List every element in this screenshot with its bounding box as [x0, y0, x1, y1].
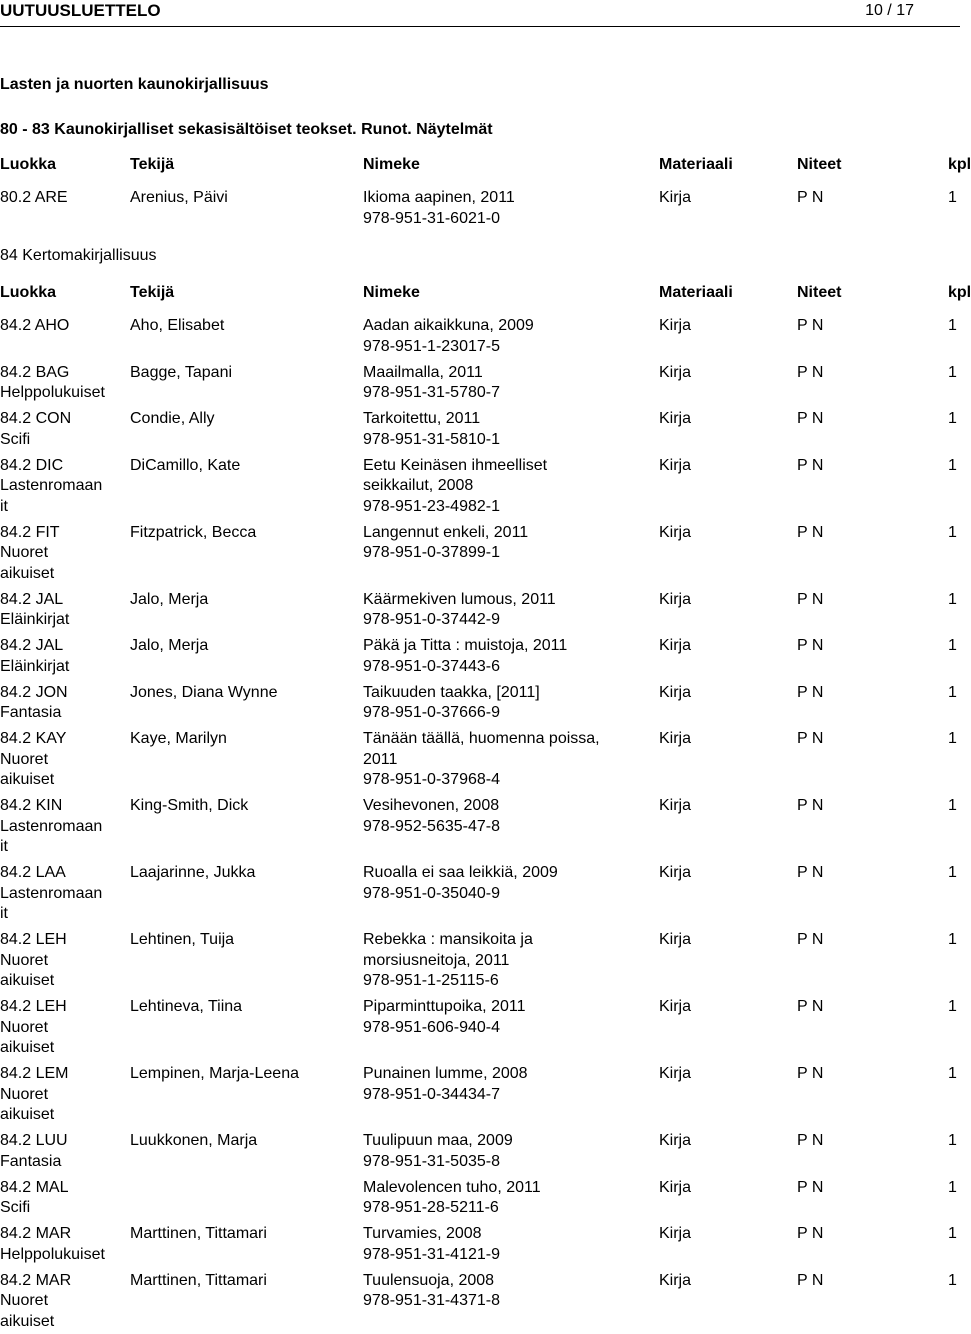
- section1-column-headers: [0, 155, 971, 177]
- entry-tekija-line: Jalo, Merja: [130, 637, 209, 654]
- entry-nimeke-line: Maailmalla, 2011: [363, 363, 483, 381]
- entry-luokka-line: 84.2 JAL: [0, 590, 64, 608]
- entry-luokka-line: Nuoret: [0, 1018, 49, 1036]
- entry-nimeke-line: Ruoalla ei saa leikkiä, 2009: [363, 864, 558, 881]
- section2-title: 84 Kertomakirjallisuus: [0, 247, 157, 264]
- entry-luokka-line: Lastenromaan: [0, 884, 103, 902]
- entry-tekija: [130, 456, 350, 477]
- entry-luokka-line: Fantasia: [0, 1152, 62, 1170]
- entry-luokka-line: 84.2 LAA: [0, 864, 66, 881]
- entry-luokka: [0, 997, 118, 1059]
- entry-nimeke-line: 2011: [363, 750, 398, 768]
- entry-materiaali-line: Kirja: [659, 1065, 692, 1082]
- page-header: [0, 0, 960, 26]
- entry-luokka-line: Lastenromaan: [0, 817, 103, 835]
- entry-tekija-line: Lempinen, Marja-Leena: [130, 1065, 299, 1082]
- entry-tekija: [130, 188, 350, 209]
- entry-niteet: [797, 863, 823, 884]
- entry-tekija-line: Lehtinen, Tuija: [130, 931, 235, 948]
- entry-luokka-line: 84.2 LEH: [0, 931, 67, 948]
- entry-niteet: [797, 456, 823, 477]
- entry-nimeke-line: Eetu Keinäsen ihmeelliset: [363, 456, 548, 474]
- entry-kpl: [948, 683, 957, 704]
- entry-niteet-line: P N: [797, 864, 824, 881]
- entry-nimeke-line: 978-951-0-37899-1: [363, 544, 500, 561]
- entry-nimeke: [363, 1271, 623, 1312]
- entry-nimeke-line: 978-951-1-25115-6: [363, 972, 499, 989]
- entry-kpl-line: 1: [948, 1065, 957, 1082]
- entry-kpl: [948, 636, 957, 657]
- entry-luokka: [0, 930, 118, 992]
- entry-luokka-line: Eläinkirjat: [0, 657, 70, 675]
- entry-luokka-line: Nuoret: [0, 750, 49, 768]
- entry-nimeke-line: 978-951-606-940-4: [363, 1018, 500, 1036]
- column-header-niteet: Niteet: [797, 284, 842, 301]
- entry-nimeke-line: 978-951-0-35040-9: [363, 884, 500, 902]
- entry-luokka-line: 84.2 MAL: [0, 1178, 69, 1196]
- entry-luokka-line: 84.2 AHO: [0, 317, 70, 334]
- column-header-tekija: Tekijä: [130, 284, 175, 301]
- entry-luokka: [0, 729, 118, 791]
- entry-nimeke-line: 978-951-31-4121-9: [363, 1245, 500, 1263]
- entry-niteet-line: P N: [797, 1225, 824, 1242]
- column-header-luokka: Luokka: [0, 156, 57, 173]
- entry-materiaali-line: Kirja: [659, 590, 692, 608]
- entry-materiaali: [659, 930, 691, 951]
- entry-luokka: [0, 683, 118, 724]
- entry-nimeke-line: Langennut enkeli, 2011: [363, 523, 529, 541]
- entry-tekija-line: Bagge, Tapani: [130, 363, 233, 381]
- entry-luokka-line: it: [0, 905, 8, 922]
- entry-nimeke-line: Rebekka : mansikoita ja: [363, 931, 533, 948]
- entry-nimeke-line: 978-951-28-5211-6: [363, 1199, 499, 1216]
- entry-tekija: [130, 523, 350, 544]
- entry-nimeke-line: 978-952-5635-47-8: [363, 817, 500, 835]
- entry-kpl-line: 1: [948, 998, 957, 1015]
- entry-luokka: [0, 1271, 118, 1333]
- entry-materiaali: [659, 863, 691, 884]
- entry-luokka-line: aikuiset: [0, 1312, 55, 1330]
- page-number: 10 / 17: [865, 2, 914, 19]
- entry-kpl: [948, 1224, 957, 1245]
- entry-nimeke: [363, 863, 623, 904]
- entry-nimeke-line: 978-951-31-4371-8: [363, 1292, 500, 1309]
- entry-nimeke-line: 978-951-31-5780-7: [363, 384, 500, 401]
- entry-materiaali-line: Kirja: [659, 363, 692, 381]
- entry-nimeke: [363, 188, 623, 229]
- entry-luokka-line: Helppolukuiset: [0, 384, 105, 401]
- entry-niteet: [797, 997, 823, 1018]
- entry-tekija: [130, 1131, 350, 1152]
- entry-niteet: [797, 363, 823, 384]
- entry-tekija: [130, 1271, 350, 1292]
- entry-materiaali-line: Kirja: [659, 1132, 692, 1149]
- entry-tekija: [130, 930, 350, 951]
- entry-materiaali: [659, 1131, 691, 1152]
- entry-nimeke-line: 978-951-0-37442-9: [363, 611, 500, 628]
- entry-luokka-line: Nuoret: [0, 1292, 49, 1309]
- entry-kpl-line: 1: [948, 1225, 957, 1242]
- entry-tekija-line: Lehtineva, Tiina: [130, 998, 243, 1015]
- entry-materiaali: [659, 729, 691, 750]
- entry-materiaali-line: Kirja: [659, 1178, 692, 1196]
- entry-tekija-line: Kaye, Marilyn: [130, 730, 227, 747]
- column-header-nimeke: Nimeke: [363, 284, 420, 301]
- entry-luokka: [0, 409, 118, 450]
- entry-nimeke: [363, 456, 623, 518]
- entry-materiaali-line: Kirja: [659, 456, 692, 474]
- entry-nimeke-line: 978-951-0-37968-4: [363, 771, 500, 788]
- entry-materiaali-line: Kirja: [659, 317, 692, 334]
- entry-tekija: [130, 796, 350, 817]
- entry-luokka: [0, 1064, 118, 1126]
- entry-niteet: [797, 1178, 823, 1199]
- entry-tekija-line: Fitzpatrick, Becca: [130, 523, 257, 541]
- entry-kpl: [948, 363, 957, 384]
- entry-luokka-line: it: [0, 497, 8, 515]
- entry-luokka-line: Nuoret: [0, 951, 49, 969]
- entry-nimeke: [363, 409, 623, 450]
- entry-luokka: [0, 1131, 118, 1172]
- entry-luokka-line: 80.2 ARE: [0, 189, 68, 206]
- entry-materiaali: [659, 1271, 691, 1292]
- entry-materiaali-line: Kirja: [659, 410, 692, 427]
- entry-luokka-line: aikuiset: [0, 1106, 55, 1123]
- entry-tekija: [130, 1224, 350, 1245]
- entry-nimeke-line: seikkailut, 2008: [363, 477, 474, 494]
- entry-nimeke: [363, 930, 623, 992]
- entry-tekija: [130, 683, 350, 704]
- entry-nimeke-line: Malevolencen tuho, 2011: [363, 1178, 541, 1196]
- entry-luokka-line: 84.2 LEM: [0, 1065, 69, 1082]
- entry-materiaali-line: Kirja: [659, 730, 692, 747]
- entry-luokka-line: aikuiset: [0, 972, 55, 989]
- entry-luokka-line: 84.2 LEH: [0, 998, 67, 1015]
- entry-tekija: [130, 1064, 350, 1085]
- entry-materiaali-line: Kirja: [659, 931, 692, 948]
- entry-kpl-line: 1: [948, 590, 957, 608]
- entry-luokka-line: Fantasia: [0, 704, 62, 721]
- entry-kpl-line: 1: [948, 637, 957, 654]
- entry-nimeke-line: Päkä ja Titta : muistoja, 2011: [363, 637, 568, 654]
- entry-niteet-line: P N: [797, 998, 824, 1015]
- entry-tekija: [130, 636, 350, 657]
- entry-nimeke: [363, 729, 623, 791]
- entry-nimeke-line: Vesihevonen, 2008: [363, 797, 500, 814]
- entry-kpl: [948, 796, 957, 817]
- entry-kpl-line: 1: [948, 189, 957, 206]
- entry-kpl-line: 1: [948, 1271, 957, 1289]
- entry-nimeke-line: Turvamies, 2008: [363, 1225, 482, 1242]
- entry-luokka-line: Nuoret: [0, 1085, 49, 1103]
- entry-luokka-line: 84.2 CON: [0, 410, 72, 427]
- entry-luokka: [0, 316, 118, 337]
- entry-nimeke-line: Taikuuden taakka, [2011]: [363, 683, 540, 701]
- entry-luokka-line: 84.2 KIN: [0, 797, 63, 814]
- entry-tekija: [130, 590, 350, 611]
- entry-materiaali: [659, 683, 691, 704]
- entry-nimeke-line: Aadan aikaikkuna, 2009: [363, 317, 534, 334]
- entry-niteet-line: P N: [797, 363, 824, 381]
- entry-kpl-line: 1: [948, 730, 957, 747]
- entry-niteet: [797, 1131, 823, 1152]
- entry-nimeke-line: morsiusneitoja, 2011: [363, 951, 510, 969]
- document-title: UUTUUSLUETTELO: [0, 1, 161, 20]
- entry-luokka-line: Lastenromaan: [0, 477, 103, 494]
- entry-materiaali-line: Kirja: [659, 1271, 692, 1289]
- header-divider: [0, 26, 960, 27]
- entry-niteet-line: P N: [797, 590, 824, 608]
- entry-kpl: [948, 1271, 957, 1292]
- entry-kpl: [948, 997, 957, 1018]
- entry-materiaali: [659, 523, 691, 544]
- entry-tekija-line: Jones, Diana Wynne: [130, 683, 278, 701]
- entry-luokka-line: 84.2 FIT: [0, 523, 60, 541]
- entry-luokka-line: aikuiset: [0, 771, 55, 788]
- entry-kpl: [948, 1064, 957, 1085]
- entry-kpl-line: 1: [948, 864, 957, 881]
- entry-nimeke-line: Tuulipuun maa, 2009: [363, 1132, 513, 1149]
- entry-nimeke: [363, 1224, 623, 1265]
- entry-materiaali: [659, 363, 691, 384]
- column-header-materiaali: Materiaali: [659, 284, 733, 301]
- entry-niteet-line: P N: [797, 523, 824, 541]
- entry-tekija-line: Condie, Ally: [130, 410, 215, 427]
- entry-luokka-line: Eläinkirjat: [0, 611, 70, 628]
- entry-kpl-line: 1: [948, 683, 957, 701]
- entry-tekija: [130, 363, 350, 384]
- entry-materiaali: [659, 1224, 691, 1245]
- entry-niteet-line: P N: [797, 683, 824, 701]
- entry-luokka-line: 84.2 JAL: [0, 637, 64, 654]
- entry-nimeke-line: 978-951-31-6021-0: [363, 209, 500, 227]
- entry-kpl-line: 1: [948, 410, 957, 427]
- entry-luokka-line: 84.2 MAR: [0, 1271, 72, 1289]
- column-header-materiaali: Materiaali: [659, 156, 733, 173]
- entry-luokka-line: 84.2 KAY: [0, 730, 67, 747]
- entry-niteet-line: P N: [797, 189, 824, 206]
- entry-materiaali-line: Kirja: [659, 189, 692, 206]
- entry-tekija: [130, 997, 350, 1018]
- entry-luokka-line: 84.2 MAR: [0, 1225, 72, 1242]
- entry-luokka: [0, 188, 118, 209]
- entry-luokka-line: 84.2 BAG: [0, 363, 70, 381]
- entry-niteet-line: P N: [797, 410, 824, 427]
- category-title: Lasten ja nuorten kaunokirjallisuus: [0, 76, 269, 93]
- section1-title: 80 - 83 Kaunokirjalliset sekasisältöiset teokset. Runot. Näytelmät: [0, 121, 493, 138]
- entry-tekija-line: Arenius, Päivi: [130, 189, 228, 206]
- column-header-nimeke: Nimeke: [363, 156, 420, 173]
- entry-tekija: [130, 729, 350, 750]
- entry-tekija-line: Marttinen, Tittamari: [130, 1225, 267, 1242]
- entry-niteet-line: P N: [797, 317, 824, 334]
- entry-materiaali-line: Kirja: [659, 523, 692, 541]
- entry-nimeke: [363, 1131, 623, 1172]
- entry-materiaali: [659, 796, 691, 817]
- entry-luokka: [0, 796, 118, 858]
- entry-kpl: [948, 456, 957, 477]
- entry-tekija-line: Jalo, Merja: [130, 590, 209, 608]
- entry-luokka-line: aikuiset: [0, 1039, 55, 1056]
- entry-kpl-line: 1: [948, 1178, 957, 1196]
- entry-nimeke: [363, 636, 623, 677]
- entry-niteet: [797, 1224, 823, 1245]
- entry-nimeke-line: Punainen lumme, 2008: [363, 1065, 528, 1082]
- entry-nimeke-line: 978-951-0-34434-7: [363, 1085, 500, 1103]
- entry-niteet: [797, 636, 823, 657]
- entry-nimeke-line: Tänään täällä, huomenna poissa,: [363, 730, 600, 747]
- entry-kpl: [948, 1178, 957, 1199]
- entry-tekija-line: Luukkonen, Marja: [130, 1132, 258, 1149]
- entry-nimeke-line: 978-951-23-4982-1: [363, 497, 500, 515]
- entry-luokka-line: aikuiset: [0, 564, 55, 582]
- entry-tekija-line: DiCamillo, Kate: [130, 456, 241, 474]
- entry-kpl: [948, 1131, 957, 1152]
- entry-luokka: [0, 863, 118, 925]
- entry-kpl-line: 1: [948, 931, 957, 948]
- entry-tekija-line: Aho, Elisabet: [130, 317, 225, 334]
- entry-luokka: [0, 523, 118, 585]
- entry-materiaali-line: Kirja: [659, 998, 692, 1015]
- entry-kpl: [948, 188, 957, 209]
- entry-nimeke-line: 978-951-0-37443-6: [363, 657, 500, 675]
- entry-niteet-line: P N: [797, 730, 824, 747]
- entry-nimeke: [363, 683, 623, 724]
- entry-materiaali: [659, 1178, 691, 1199]
- entry-nimeke-line: Tuulensuoja, 2008: [363, 1271, 495, 1289]
- entry-luokka-line: Helppolukuiset: [0, 1245, 105, 1263]
- entry-materiaali: [659, 409, 691, 430]
- entry-nimeke-line: Tarkoitettu, 2011: [363, 410, 481, 427]
- entry-niteet: [797, 590, 823, 611]
- entry-niteet: [797, 729, 823, 750]
- entry-nimeke: [363, 523, 623, 564]
- entry-materiaali-line: Kirja: [659, 1225, 692, 1242]
- entry-materiaali-line: Kirja: [659, 797, 692, 814]
- entry-nimeke-line: 978-951-31-5035-8: [363, 1152, 500, 1170]
- entry-luokka: [0, 590, 118, 631]
- entry-kpl: [948, 523, 957, 544]
- section2-column-headers: [0, 283, 971, 305]
- entry-materiaali: [659, 316, 691, 337]
- entry-nimeke-line: Käärmekiven lumous, 2011: [363, 590, 556, 608]
- entry-luokka-line: Scifi: [0, 430, 31, 448]
- entry-niteet-line: P N: [797, 931, 824, 948]
- entry-niteet: [797, 409, 823, 430]
- entry-tekija: [130, 316, 350, 337]
- entry-kpl-line: 1: [948, 523, 957, 541]
- entry-nimeke: [363, 1178, 623, 1219]
- entry-tekija-line: Marttinen, Tittamari: [130, 1271, 267, 1289]
- entry-luokka: [0, 1224, 118, 1265]
- column-header-kpl: kpl: [948, 284, 971, 301]
- entry-niteet-line: P N: [797, 1178, 824, 1196]
- entry-luokka: [0, 636, 118, 677]
- entry-kpl-line: 1: [948, 1132, 957, 1149]
- entry-niteet: [797, 930, 823, 951]
- entry-kpl-line: 1: [948, 797, 957, 814]
- entry-niteet: [797, 683, 823, 704]
- entry-luokka: [0, 1178, 118, 1219]
- entry-niteet-line: P N: [797, 1271, 824, 1289]
- entry-materiaali: [659, 590, 691, 611]
- entry-materiaali: [659, 1064, 691, 1085]
- entry-materiaali-line: Kirja: [659, 637, 692, 654]
- entry-niteet-line: P N: [797, 1132, 824, 1149]
- entry-kpl: [948, 930, 957, 951]
- entry-materiaali: [659, 636, 691, 657]
- entry-nimeke-line: 978-951-31-5810-1: [363, 430, 500, 448]
- entry-luokka-line: Scifi: [0, 1199, 31, 1216]
- column-header-luokka: Luokka: [0, 284, 57, 301]
- entry-luokka-line: 84.2 LUU: [0, 1132, 68, 1149]
- entry-kpl: [948, 863, 957, 884]
- entry-nimeke-line: Ikioma aapinen, 2011: [363, 189, 515, 206]
- entry-kpl: [948, 316, 957, 337]
- entry-kpl-line: 1: [948, 456, 957, 474]
- column-header-tekija: Tekijä: [130, 156, 175, 173]
- column-header-kpl: kpl: [948, 156, 971, 173]
- entry-kpl-line: 1: [948, 317, 957, 334]
- entry-niteet-line: P N: [797, 797, 824, 814]
- entry-nimeke-line: 978-951-1-23017-5: [363, 337, 500, 355]
- entry-materiaali: [659, 188, 691, 209]
- entry-tekija: [130, 409, 350, 430]
- entry-nimeke-line: 978-951-0-37666-9: [363, 704, 500, 721]
- entry-materiaali-line: Kirja: [659, 683, 692, 701]
- entry-nimeke: [363, 796, 623, 837]
- entry-niteet: [797, 1064, 823, 1085]
- entry-luokka: [0, 363, 118, 404]
- entry-luokka: [0, 456, 118, 518]
- entry-materiaali-line: Kirja: [659, 864, 692, 881]
- entry-luokka-line: Nuoret: [0, 544, 49, 561]
- entry-tekija: [130, 863, 350, 884]
- entry-nimeke: [363, 363, 623, 404]
- column-header-niteet: Niteet: [797, 156, 842, 173]
- entry-niteet: [797, 316, 823, 337]
- entry-niteet-line: P N: [797, 1065, 824, 1082]
- entry-niteet: [797, 188, 823, 209]
- entry-kpl: [948, 409, 957, 430]
- entry-nimeke: [363, 590, 623, 631]
- entry-nimeke-line: Piparminttupoika, 2011: [363, 998, 526, 1015]
- entry-niteet-line: P N: [797, 456, 824, 474]
- entry-materiaali: [659, 456, 691, 477]
- entry-kpl: [948, 590, 957, 611]
- entry-niteet: [797, 523, 823, 544]
- entry-materiaali: [659, 997, 691, 1018]
- entry-nimeke: [363, 997, 623, 1038]
- entry-luokka-line: it: [0, 838, 8, 855]
- entry-luokka-line: 84.2 DIC: [0, 456, 64, 474]
- entry-luokka-line: 84.2 JON: [0, 683, 68, 701]
- entry-tekija-line: King-Smith, Dick: [130, 797, 249, 814]
- entry-tekija-line: Laajarinne, Jukka: [130, 864, 256, 881]
- entry-kpl-line: 1: [948, 363, 957, 381]
- entry-niteet: [797, 796, 823, 817]
- entry-nimeke: [363, 1064, 623, 1105]
- entry-niteet: [797, 1271, 823, 1292]
- entry-niteet-line: P N: [797, 637, 824, 654]
- entry-nimeke: [363, 316, 623, 357]
- entry-kpl: [948, 729, 957, 750]
